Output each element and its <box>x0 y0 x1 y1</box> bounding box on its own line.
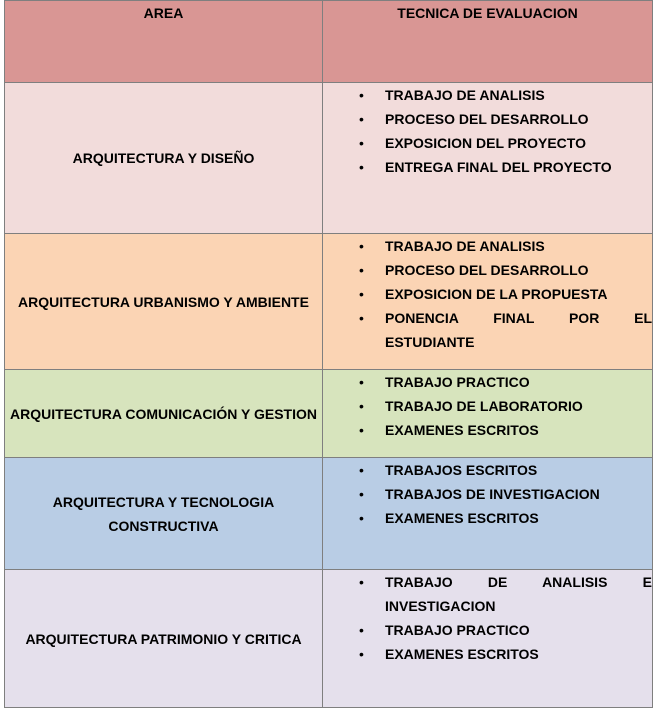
table-row <box>5 570 653 708</box>
list-item: • TRABAJO PRACTICO <box>385 618 652 642</box>
area-cell: ARQUITECTURA Y TECNOLOGIA CONSTRUCTIVA <box>5 458 323 570</box>
list-item: • TRABAJO DE ANALISIS E INVESTIGACION <box>385 570 652 618</box>
header-row <box>5 1 653 83</box>
list-item: • TRABAJO DE ANALISIS <box>385 83 652 107</box>
technique-cell <box>323 458 653 570</box>
list-item: • PROCESO DEL DESARROLLO <box>385 107 652 131</box>
table-row <box>5 234 653 370</box>
header-area: AREA <box>5 1 323 83</box>
list-item: • TRABAJOS DE INVESTIGACION <box>385 482 652 506</box>
table-row <box>5 458 653 570</box>
technique-cell <box>323 234 653 370</box>
area-cell: ARQUITECTURA PATRIMONIO Y CRITICA <box>5 570 323 708</box>
list-item: • EXPOSICION DE LA PROPUESTA <box>385 282 652 306</box>
technique-list <box>323 370 652 442</box>
technique-cell <box>323 570 653 708</box>
technique-list <box>323 234 652 354</box>
list-item: • EXAMENES ESCRITOS <box>385 642 652 666</box>
list-item: • PONENCIA FINAL POR EL ESTUDIANTE <box>385 306 652 354</box>
technique-list <box>323 570 652 666</box>
technique-list <box>323 458 652 530</box>
list-item: • TRABAJO PRACTICO <box>385 370 652 394</box>
list-item: • TRABAJO DE ANALISIS <box>385 234 652 258</box>
area-cell: ARQUITECTURA URBANISMO Y AMBIENTE <box>5 234 323 370</box>
list-item: • ENTREGA FINAL DEL PROYECTO <box>385 155 652 179</box>
list-item: • TRABAJO DE LABORATORIO <box>385 394 652 418</box>
header-technique: TECNICA DE EVALUACION <box>323 1 653 83</box>
evaluation-table <box>4 0 653 708</box>
list-item: • EXPOSICION DEL PROYECTO <box>385 131 652 155</box>
list-item: • TRABAJOS ESCRITOS <box>385 458 652 482</box>
technique-cell <box>323 83 653 234</box>
technique-cell <box>323 370 653 458</box>
list-item: • EXAMENES ESCRITOS <box>385 418 652 442</box>
table-row <box>5 83 653 234</box>
technique-list <box>323 83 652 179</box>
area-cell: ARQUITECTURA COMUNICACIÓN Y GESTION <box>5 370 323 458</box>
list-item: • EXAMENES ESCRITOS <box>385 506 652 530</box>
list-item: • PROCESO DEL DESARROLLO <box>385 258 652 282</box>
area-cell: ARQUITECTURA Y DISEÑO <box>5 83 323 234</box>
table-row <box>5 370 653 458</box>
